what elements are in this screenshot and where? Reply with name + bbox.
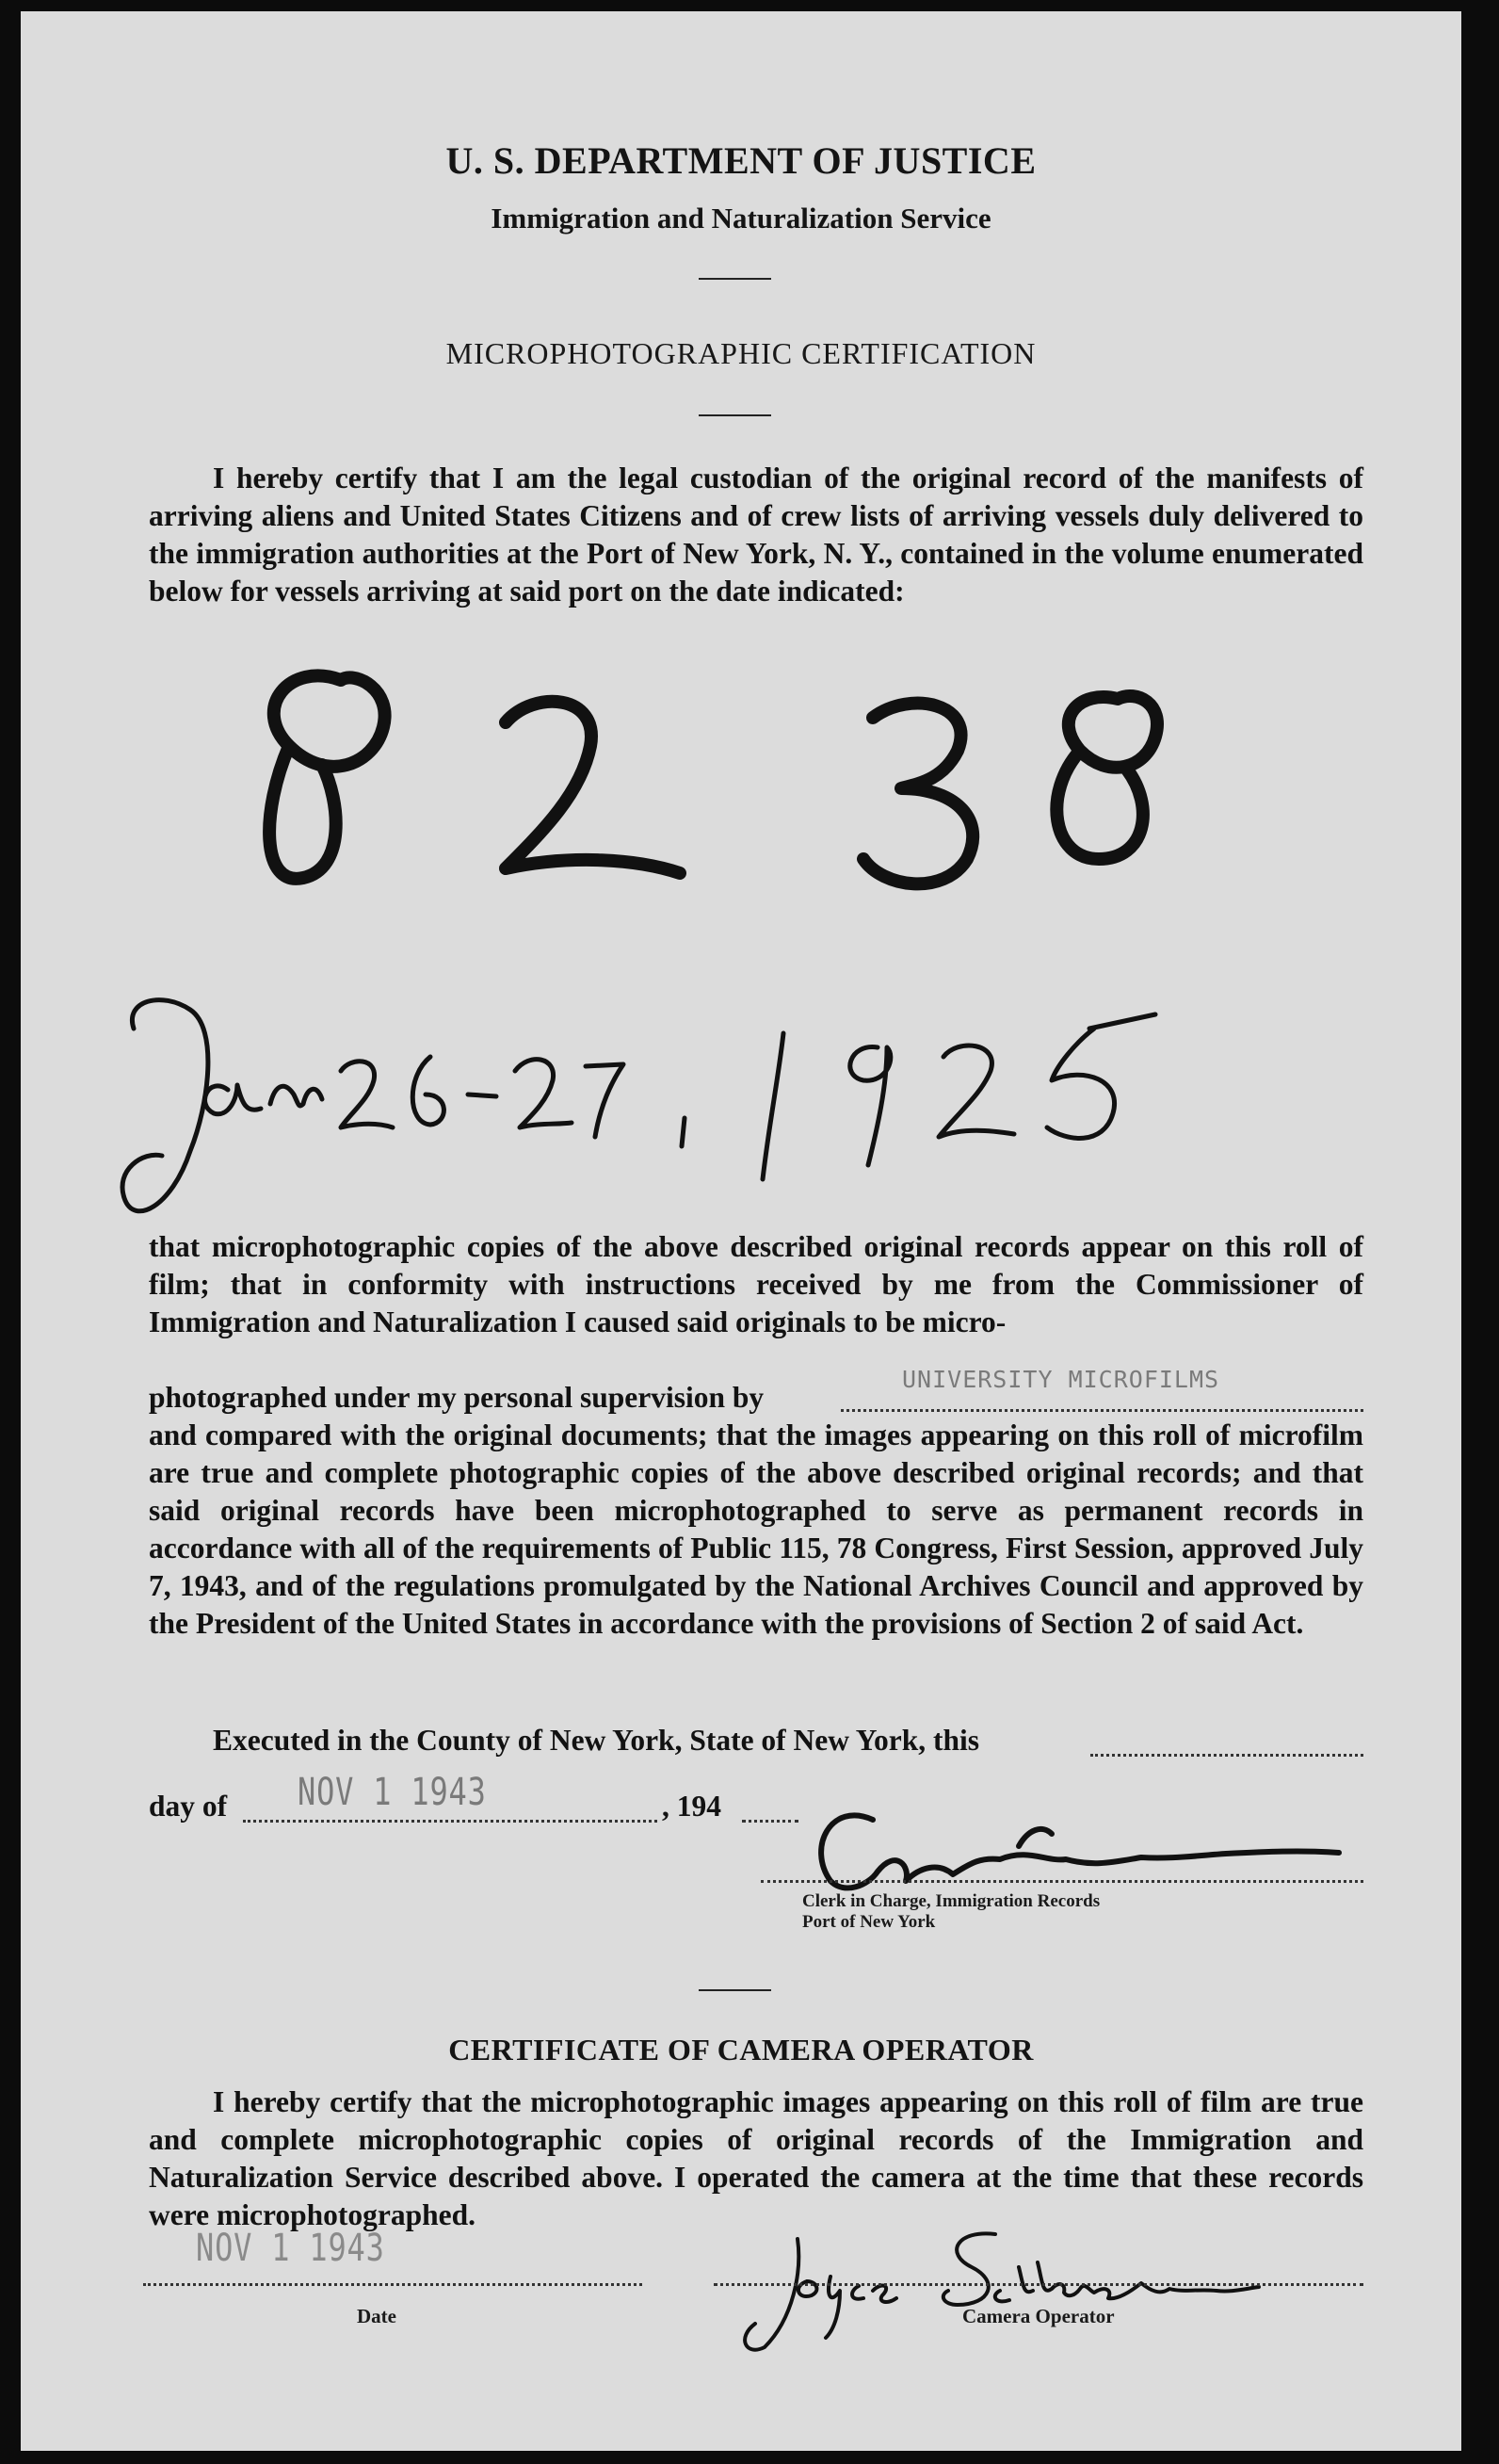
- executed-line: [149, 1722, 1363, 1763]
- clerk-signature-line: [761, 1880, 1363, 1883]
- microfilm-company-stamp: UNIVERSITY MICROFILMS: [902, 1366, 1220, 1393]
- camera-operator-label: Camera Operator: [962, 2305, 1115, 2327]
- certificate-sheet: [21, 11, 1461, 2451]
- supervision-label: photographed under my personal supervision by: [149, 1381, 765, 1414]
- executed-dotted-line: [1090, 1754, 1363, 1757]
- divider: [699, 414, 771, 416]
- date-handwritten: [68, 963, 1405, 1245]
- clerk-title: Clerk in Charge, Immigration Records Port of New York: [802, 1891, 1101, 1932]
- execution-date-stamp: NOV 1 1943: [298, 1771, 487, 1814]
- certification-body-continued: and compared with the original documents; that the images appearing on this roll of microfilm are true and complete photographic copies of the above described original records; and that said original records have been microphotographed to serve as permanent records in accordance with all of the requirements of Public 115, 78 Congress, First Session, approved July 7, 1943, and of the regulations promulgated by the National Archives Council and approved by the President of the United States in accordance with the provisions of Section 2 of said Act.: [149, 1418, 1363, 1640]
- camera-certificate-heading: CERTIFICATE OF CAMERA OPERATOR: [448, 2033, 1034, 2067]
- camera-date-label: Date: [357, 2305, 396, 2327]
- camera-date-stamp: NOV 1 1943: [196, 2227, 385, 2270]
- clerk-signature: [755, 1791, 1377, 1905]
- executed-label: Executed in the County of New York, State of New York, this: [213, 1724, 980, 1757]
- supervision-dotted-line: [841, 1409, 1363, 1412]
- operator-signature: [717, 2215, 1301, 2357]
- department-heading: U. S. DEPARTMENT OF JUSTICE: [445, 139, 1037, 182]
- form-title: MICROPHOTOGRAPHIC CERTIFICATION: [445, 336, 1037, 370]
- certification-body: that microphotographic copies of the above described original records appear on this roll of film; that in conformity with instructions received by me from the Commissioner of Immigration and Naturalization I caused said originals to be micro-: [149, 1230, 1363, 1338]
- camera-certificate-text: I hereby certify that the microphotographic images appearing on this roll of film are true and complete microphotographic copies of original records of the Immigration and Naturalization Service described above. I operated the camera at the time that these records were microphotographed.: [149, 2085, 1363, 2231]
- supervision-line: [149, 1366, 1363, 1420]
- year-label: , 194: [662, 1790, 721, 1823]
- day-of-label: day of: [149, 1790, 228, 1823]
- camera-date-line: [143, 2283, 642, 2286]
- custodian-statement: I hereby certify that I am the legal custodian of the original record of the manifests of arriving aliens and United States Citizens and of crew lists of arriving vessels duly delivered to the immigration authorities at the Port of New York, N. Y., contained in the volume enumerated below for vessels arriving at said port on the date indicated:: [149, 462, 1363, 608]
- operator-signature-line: [714, 2283, 1363, 2286]
- service-subheading: Immigration and Naturalization Service: [491, 202, 991, 235]
- volume-number-handwritten: [148, 652, 1362, 906]
- divider: [699, 1989, 771, 1991]
- day-dotted-line: [243, 1820, 657, 1823]
- divider: [699, 278, 771, 280]
